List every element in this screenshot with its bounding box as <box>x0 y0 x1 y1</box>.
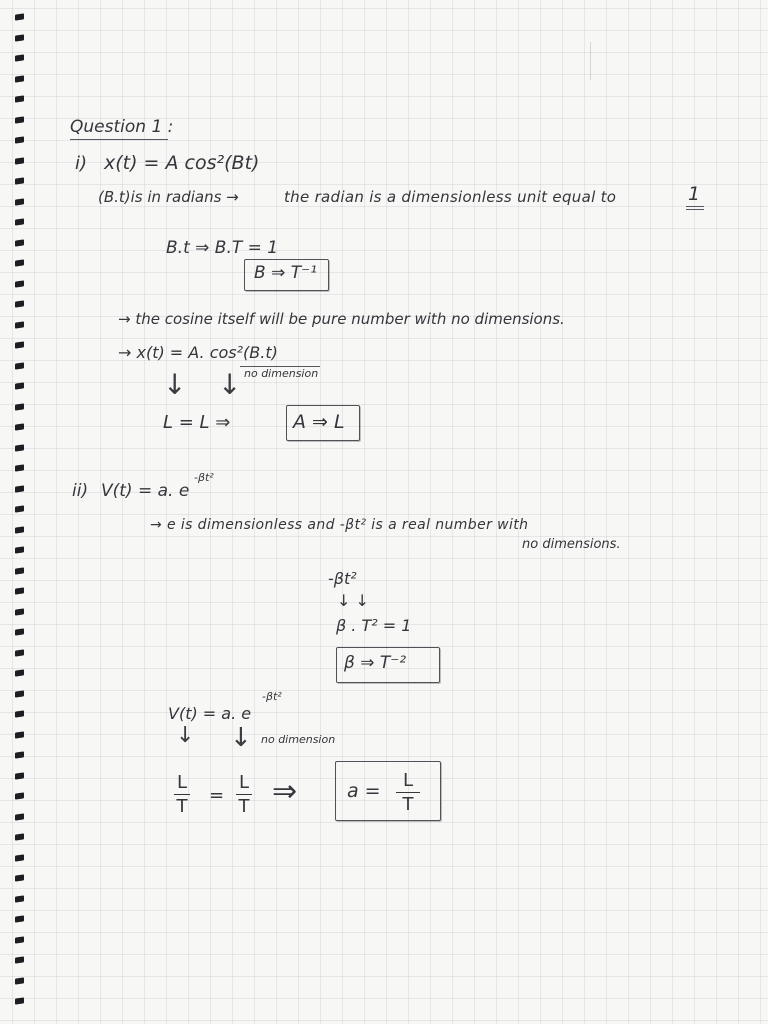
binding-hole <box>15 690 24 697</box>
part-ii-implies: ⇒ <box>272 774 298 809</box>
binding-hole <box>15 731 24 738</box>
value-underline-1 <box>686 206 704 207</box>
fraction-final-den: T <box>402 794 414 816</box>
binding-hole <box>15 710 24 717</box>
binding-hole <box>15 546 24 553</box>
binding-hole <box>15 751 24 758</box>
value-underline-2 <box>686 209 704 210</box>
binding-hole <box>15 874 24 881</box>
binding-hole <box>15 936 24 943</box>
part-ii-v-exponent: -βt² <box>262 690 282 703</box>
part-i-dim-equation: L = L ⇒ <box>163 412 231 433</box>
binding-hole <box>15 259 24 266</box>
fraction-final-bar <box>396 792 420 793</box>
fraction-final-num: L <box>402 770 414 791</box>
binding-hole <box>15 198 24 205</box>
binding-hole <box>15 116 24 123</box>
page-margin-line <box>590 42 591 80</box>
part-i-value: 1 <box>688 183 701 205</box>
binding-hole <box>15 464 24 471</box>
part-i-result: B ⇒ T⁻¹ <box>254 263 317 283</box>
binding-hole <box>15 649 24 656</box>
binding-hole <box>15 772 24 779</box>
down-arrow-v: ↓ <box>176 723 195 748</box>
fraction-rhs-den: T <box>238 796 250 818</box>
binding-hole <box>15 444 24 451</box>
part-ii-note-line1: → e is dimensionless and -βt² is a real number with <box>150 517 529 533</box>
part-i-no-dimension: no dimension <box>244 367 319 380</box>
part-i-step1: B.t ⇒ B.T = 1 <box>166 238 279 258</box>
binding-hole <box>15 13 24 20</box>
part-i-radians-prefix: (B.t)is in radians → <box>98 188 239 206</box>
binding-hole <box>15 854 24 861</box>
binding-hole <box>15 485 24 492</box>
binding-hole <box>15 362 24 369</box>
part-ii-label: ii) <box>72 481 89 501</box>
binding-hole <box>15 321 24 328</box>
binding-hole <box>15 382 24 389</box>
binding-hole <box>15 997 24 1004</box>
part-i-radians-text: the radian is a dimensionless unit equal to <box>284 188 617 206</box>
part-ii-no-dimension: no dimension <box>261 733 336 746</box>
part-i-equation: x(t) = A cos²(Bt) <box>104 152 260 174</box>
binding-hole <box>15 956 24 963</box>
part-ii-exp-eq: β . T² = 1 <box>336 616 412 635</box>
binding-hole <box>15 833 24 840</box>
binding-hole <box>15 280 24 287</box>
binding-hole <box>15 915 24 922</box>
binding-hole <box>15 177 24 184</box>
binding-hole <box>15 608 24 615</box>
binding-hole <box>15 341 24 348</box>
part-ii-note-line2: no dimensions. <box>522 537 621 552</box>
binding-hole <box>15 977 24 984</box>
part-ii-v-equation: V(t) = a. e <box>168 704 252 723</box>
binding-hole <box>15 669 24 676</box>
part-ii-equation: V(t) = a. e <box>101 481 190 501</box>
fraction-lhs-bar <box>174 794 190 795</box>
binding-hole <box>15 895 24 902</box>
binding-hole <box>15 792 24 799</box>
part-ii-beta-result: β ⇒ T⁻² <box>344 653 407 673</box>
part-ii-final-lhs: a = <box>347 780 381 802</box>
binding-hole <box>15 239 24 246</box>
binding-hole <box>15 813 24 820</box>
down-arrow-a: ↓ <box>218 368 242 401</box>
binding-hole <box>15 526 24 533</box>
binding-hole <box>15 505 24 512</box>
fraction-lhs <box>174 772 190 817</box>
part-i-equation-2: → x(t) = A. cos²(B.t) <box>118 343 278 362</box>
part-ii-exp-expr: -βt² <box>328 569 357 588</box>
question-title: Question 1 : <box>70 117 174 137</box>
part-ii-exponent: -βt² <box>194 471 214 484</box>
fraction-rhs-num: L <box>238 772 250 793</box>
part-ii-exp-arrows: ↓ ↓ <box>337 591 369 610</box>
binding-hole <box>15 34 24 41</box>
binding-hole <box>15 75 24 82</box>
binding-hole <box>15 95 24 102</box>
down-arrow-x: ↓ <box>163 368 187 401</box>
down-arrow-e: ↓ <box>230 723 252 753</box>
part-i-final: A ⇒ L <box>293 411 345 433</box>
title-underline <box>70 139 168 140</box>
binding-hole <box>15 136 24 143</box>
binding-hole <box>15 567 24 574</box>
fraction-lhs-den: T <box>176 796 188 818</box>
fraction-lhs-num: L <box>176 772 188 793</box>
fraction-rhs-bar <box>236 794 252 795</box>
binding-hole <box>15 423 24 430</box>
binding-hole <box>15 628 24 635</box>
binding-hole <box>15 587 24 594</box>
binding-hole <box>15 157 24 164</box>
binding-hole <box>15 218 24 225</box>
part-ii-equals: = <box>209 785 225 806</box>
part-i-cosine-note: → the cosine itself will be pure number with no dimensions. <box>118 310 565 328</box>
fraction-rhs <box>236 772 252 817</box>
fraction-final <box>396 770 420 815</box>
binding-hole <box>15 300 24 307</box>
binding-hole <box>15 403 24 410</box>
binding-hole <box>15 54 24 61</box>
spiral-binding <box>0 0 44 1024</box>
part-i-label: i) <box>75 153 88 174</box>
